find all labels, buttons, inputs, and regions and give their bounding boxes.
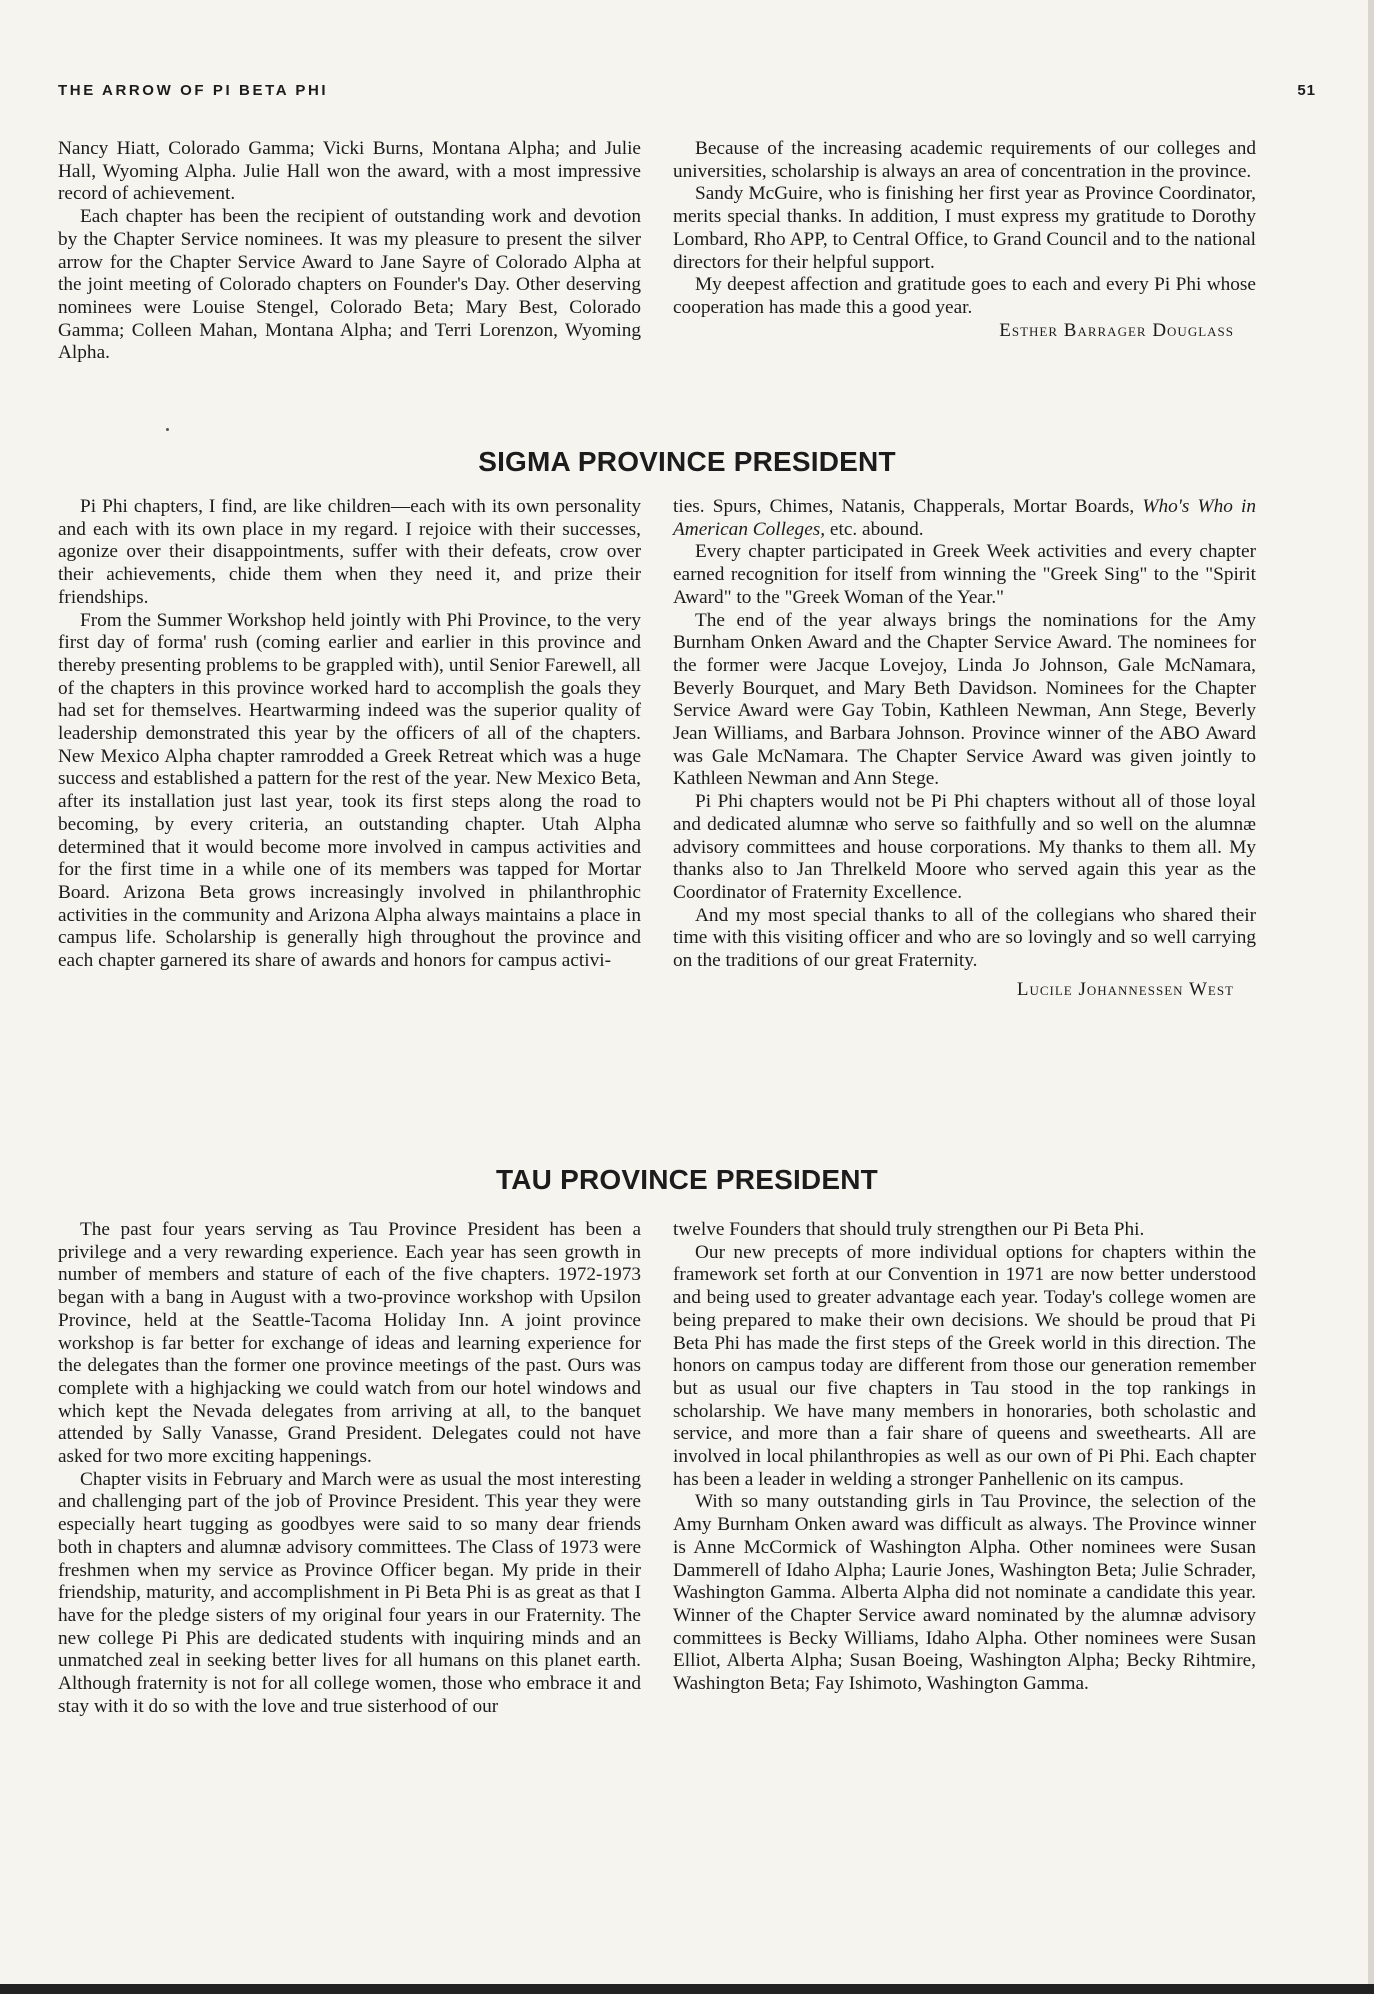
tau-right-column bbox=[673, 1219, 1256, 1696]
italic-title: Who's Who in American Colleges, bbox=[673, 496, 1256, 540]
author-signature: Esther Barrager Douglass bbox=[999, 319, 1234, 341]
paragraph: Pi Phi chapters would not be Pi Phi chapters without all of those loyal and dedicated alumnæ who serve so faithfully and so well on the alumnæ advisory committees and house corporations. My thanks to them all. My thanks also to Jan Threlkeld Moore who served again this year as the Coordinator of Fraternity Excellence. bbox=[673, 791, 1256, 903]
page-number: 51 bbox=[1297, 82, 1316, 99]
paragraph: Sandy McGuire, who is finishing her first year as Province Coordinator, merits special thanks. In addition, I must express my gratitude to Dorothy Lombard, Rho APP, to Central Office, to Grand Council and to the national directors for their helpful support. bbox=[673, 183, 1256, 273]
paragraph: Every chapter participated in Greek Week activities and every chapter earned recognition for itself from winning the "Greek Sing" to the "Spirit Award" to the "Greek Woman of the Year." bbox=[673, 541, 1256, 608]
journal-title: THE ARROW OF PI BETA PHI bbox=[58, 82, 329, 99]
text-run: ties. Spurs, Chimes, Natanis, Chapperals, Mortar Boards, bbox=[673, 496, 1143, 517]
paragraph: And my most special thanks to all of the collegians who shared their time with this visiting officer and who are so lovingly and so well carrying on the traditions of our great Fraternity. bbox=[673, 904, 1256, 972]
paragraph: Pi Phi chapters, I find, are like children—each with its own personality and each with its own place in my regard. I rejoice with their successes, agonize over their disappointments, suffer with their defeats, crow over their achievements, chide them when they need it, and prize their friendships. bbox=[58, 496, 641, 608]
tau-left-column bbox=[58, 1219, 641, 1718]
paragraph bbox=[673, 496, 1256, 541]
author-signature: Lucile Johannessen West bbox=[1016, 978, 1234, 1000]
text-run: etc. abound. bbox=[825, 518, 924, 540]
running-head bbox=[58, 82, 1316, 106]
scan-margin bbox=[1368, 0, 1374, 1994]
paragraph: Nancy Hiatt, Colorado Gamma; Vicki Burns, Montana Alpha; and Julie Hall, Wyoming Alpha. Julie Hall won the award, with a most impressive record of achievement. bbox=[58, 138, 641, 205]
paragraph: Our new precepts of more individual options for chapters within the framework set forth at our Convention in 1971 are now better understood and being used to greater advantage each year. Today's college women are being prepared to make their own decisions. We should be proud that Pi Beta Phi has made the first steps of the Greek world in this direction. The honors on campus today are different from those our generation remember but as usual our five chapters in Tau stood in the top rankings in scholarship. We have many members in honoraries, both scholastic and service, and more than a fair share of queens and sweethearts. All are involved in local philanthropies as well as our own of Pi Phi. Each chapter has been a leader in welding a stronger Panhellenic on its campus. bbox=[673, 1241, 1256, 1490]
stray-mark bbox=[166, 428, 169, 431]
top-right-column bbox=[673, 138, 1256, 342]
paragraph: Chapter visits in February and March were as usual the most interesting and challenging part of the job of Province President. This year they were especially heart tugging as goodbyes were said to so many dear friends both in chapters and alumnæ advisory committees. The Class of 1973 were freshmen when my service as Province Officer began. My pride in their friendship, maturity, and accomplishment in Pi Beta Phi is as great as that I have for the pledge sisters of my original four years in our Fraternity. The new college Pi Phis are dedicated students with inquiring minds and an unmatched zeal in seeking better lives for all humans on this planet earth. Although fraternity is not for all college women, those who embrace it and stay with it do so with the love and true sisterhood of our bbox=[58, 1468, 641, 1717]
paragraph: With so many outstanding girls in Tau Province, the selection of the Amy Burnham Onken award was difficult as always. The Province winner is Anne McCormick of Washington Alpha. Other nominees were Susan Dammerell of Idaho Alpha; Laurie Jones, Washington Beta; Julie Schrader, Washington Gamma. Alberta Alpha did not nominate a candidate this year. Winner of the Chapter Service award nominated by the alumnæ advisory committees is Becky Williams, Idaho Alpha. Other nominees were Susan Elliot, Alberta Alpha; Susan Boeing, Washington Alpha; Becky Rihtmire, Washington Beta; Fay Ishimoto, Washington Gamma. bbox=[673, 1491, 1256, 1695]
top-left-column bbox=[58, 138, 641, 365]
paragraph: Because of the increasing academic requirements of our colleges and universities, scholarship is always an area of concentration in the province. bbox=[673, 138, 1256, 182]
paragraph: My deepest affection and gratitude goes to each and every Pi Phi whose cooperation has made this a good year. bbox=[673, 274, 1256, 318]
paragraph: The past four years serving as Tau Province President has been a privilege and a very rewarding experience. Each year has seen growth in number of members and stature of each of the five chapters. 1972-1973 began with a bang in August with a two-province workshop with Upsilon Province, held at the Seattle-Tacoma Holiday Inn. A joint province workshop is far better for exchange of ideas and learning experience for the delegates than the former one province meetings of the past. Ours was complete with a highjacking we could watch from our hotel windows and which kept the Nevada delegates from arriving at all, to the banquet attended by Sally Vanasse, Grand President. Delegates could not have asked for two more exciting happenings. bbox=[58, 1219, 641, 1468]
sigma-right-column bbox=[673, 496, 1256, 1001]
tau-heading: TAU PROVINCE PRESIDENT bbox=[496, 1164, 878, 1195]
scan-edge bbox=[0, 1984, 1374, 1994]
sigma-left-column bbox=[58, 496, 641, 973]
paragraph: The end of the year always brings the nominations for the Amy Burnham Onken Award and the Chapter Service Award. The nominees for the former were Jacque Lovejoy, Linda Jo Johnson, Gale McNamara, Beverly Bourquet, and Mary Beth Davidson. Nominees for the Chapter Service Award were Gay Tobin, Kathleen Newman, Ann Stege, Beverly Jean Williams, and Barbara Johnson. Province winner of the ABO Award was Gale McNamara. The Chapter Service Award was given jointly to Kathleen Newman and Ann Stege. bbox=[673, 609, 1256, 790]
paragraph: From the Summer Workshop held jointly with Phi Province, to the very first day of forma' rush (coming earlier and earlier in this province and thereby presenting problems to be grappled with), until Senior Farewell, all of the chapters in this province worked hard to accomplish the goals they had set for themselves. Heartwarming indeed was the superior quality of leadership demonstrated this year by the officers of all of the chapters. New Mexico Alpha chapter ramrodded a Greek Retreat which was a huge success and established a pattern for the rest of the year. New Mexico Beta, after its installation just last year, took its first steps along the road to becoming, by every criteria, an outstanding chapter. Utah Alpha determined that it would become more involved in campus activities and for the first time in a while one of its members was tapped for Mortar Board. Arizona Beta grows increasingly involved in philanthrophic activities in the community and Arizona Alpha always maintains a place in campus life. Scholarship is generally high throughout the province and each chapter garnered its share of awards and honors for campus activi- bbox=[58, 609, 641, 972]
paragraph: Each chapter has been the recipient of outstanding work and devotion by the Chapter Service nominees. It was my pleasure to present the silver arrow for the Chapter Service Award to Jane Sayre of Colorado Alpha at the joint meeting of Colorado chapters on Founder's Day. Other deserving nominees were Louise Stengel, Colorado Beta; Mary Best, Colorado Gamma; Colleen Mahan, Montana Alpha; and Terri Lorenzon, Wyoming Alpha. bbox=[58, 206, 641, 364]
paragraph: twelve Founders that should truly strengthen our Pi Beta Phi. bbox=[673, 1219, 1145, 1240]
sigma-heading: SIGMA PROVINCE PRESIDENT bbox=[478, 446, 896, 477]
